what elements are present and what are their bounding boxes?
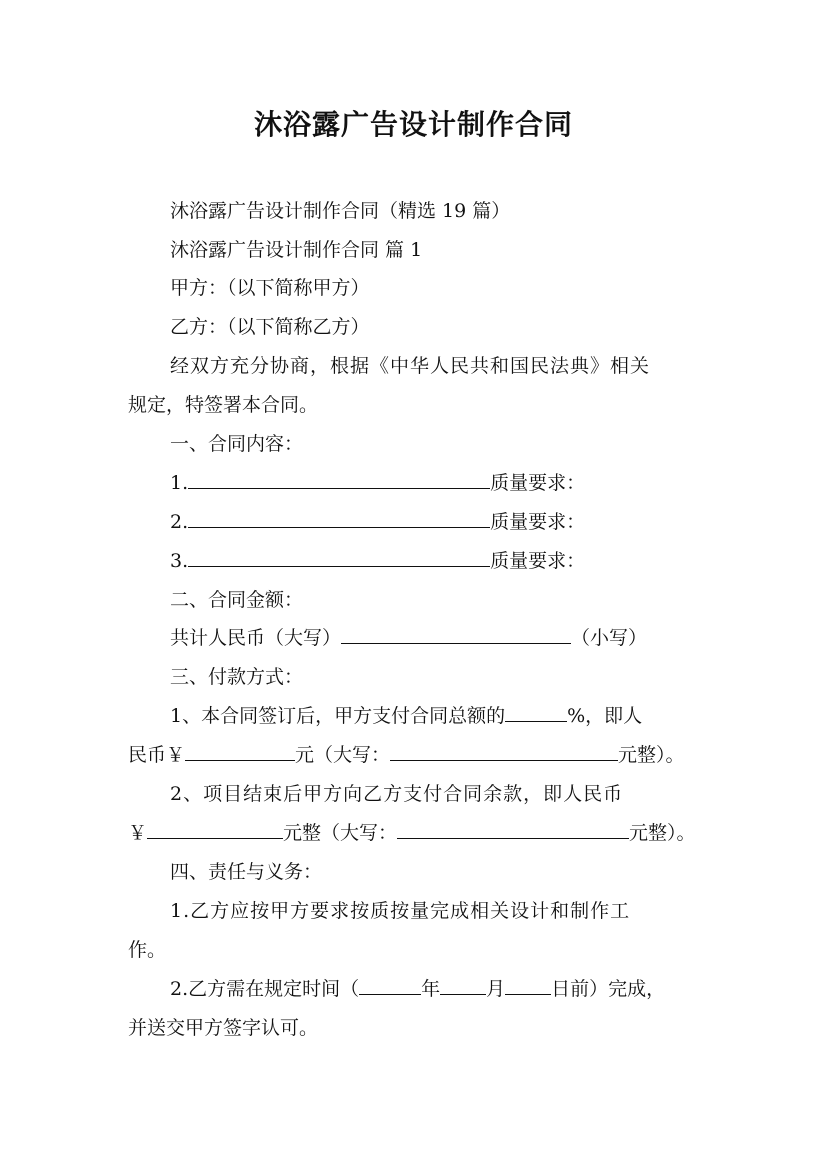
duty-1-line-1: 1.乙方应按甲方要求按质按量完成相关设计和制作工 (170, 900, 631, 922)
item-number: 3. (170, 550, 189, 572)
section-1-heading: 一、合同内容： (170, 433, 304, 455)
amount-suffix: （小写） (571, 627, 648, 649)
section-3-heading: 三、付款方式： (170, 666, 304, 688)
preamble-line-1: 经双方充分协商，根据《中华人民共和国民法典》相关 (170, 355, 651, 377)
amount-line (170, 623, 647, 653)
item-blank[interactable] (188, 468, 490, 489)
rmb-label: 民币￥ (128, 744, 186, 766)
contract-item-3 (170, 546, 585, 576)
section-4-heading: 四、责任与义务： (170, 861, 323, 883)
rmb-amount-blank[interactable] (185, 740, 295, 761)
contract-item-2 (170, 507, 585, 537)
payment-1-end: 元整）。 (618, 744, 685, 766)
month-label: 月 (486, 978, 506, 1000)
duty-1-line-2: 作。 (128, 939, 167, 961)
item-quality-label: 质量要求： (490, 550, 586, 572)
item-quality-label: 质量要求： (490, 511, 586, 533)
balance-amount-blank[interactable] (147, 818, 283, 839)
duty-2-line-1 (170, 974, 665, 1004)
month-blank[interactable] (440, 974, 486, 995)
payment-2-end: 元整）。 (629, 822, 696, 844)
day-blank[interactable] (505, 974, 551, 995)
article-heading: 沐浴露广告设计制作合同 篇 1 (170, 239, 423, 261)
item-blank[interactable] (188, 507, 490, 528)
payment-1-suffix: %，即人 (567, 705, 643, 727)
payment-2-line-2 (128, 818, 696, 848)
amount-prefix: 共计人民币（大写） (170, 627, 342, 649)
item-number: 1. (170, 472, 189, 494)
party-b-line: 乙方：（以下简称乙方） (170, 316, 370, 338)
document-subtitle: 沐浴露广告设计制作合同（精选 19 篇） (170, 200, 511, 222)
duty-2-text: 2.乙方需在规定时间（ (170, 978, 360, 1000)
year-label: 年 (421, 978, 441, 1000)
capital-amount-blank[interactable] (390, 740, 618, 761)
year-blank[interactable] (359, 974, 421, 995)
contract-item-1 (170, 468, 585, 498)
party-a-line: 甲方：（以下简称甲方） (170, 277, 370, 299)
yen-label: ￥ (128, 822, 148, 844)
payment-2-line-1: 2、项目结束后甲方向乙方支付合同余款，即人民币 (170, 783, 624, 805)
preamble-line-2: 规定，特签署本合同。 (128, 394, 319, 416)
item-quality-label: 质量要求： (490, 472, 586, 494)
amount-blank[interactable] (341, 623, 571, 644)
duty-2-line-2: 并送交甲方签字认可。 (128, 1017, 319, 1039)
payment-1-line-2 (128, 740, 685, 770)
item-blank[interactable] (188, 546, 490, 567)
capital-label: 元（大写： (295, 744, 391, 766)
section-2-heading: 二、合同金额： (170, 589, 304, 611)
day-label: 日前）完成， (551, 978, 666, 1000)
payment-1-line-1 (170, 701, 642, 731)
percent-blank[interactable] (505, 701, 567, 722)
payment-1-text: 1、本合同签订后，甲方支付合同总额的 (170, 705, 506, 727)
item-number: 2. (170, 511, 189, 533)
capital-label: 元整（大写： (283, 822, 398, 844)
balance-capital-blank[interactable] (397, 818, 629, 839)
document-title: 沐浴露广告设计制作合同 (253, 108, 573, 141)
